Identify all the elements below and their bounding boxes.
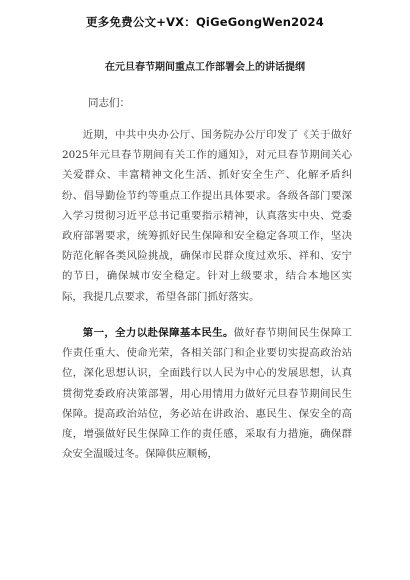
page-header: 更多免费公文+VX：QiGeGongWen2024 bbox=[86, 15, 324, 29]
document-title: 在元旦春节期间重点工作部署会上的讲话提纲 bbox=[105, 62, 305, 73]
paragraph-lead: 第一，全力以赴保障基本民生。 bbox=[82, 327, 234, 339]
paragraph-intro bbox=[62, 125, 352, 307]
salutation: 同志们： bbox=[88, 97, 130, 109]
paragraph-point-one bbox=[62, 323, 352, 464]
paragraph-text: 做好春节期间民生保障工作责任重大、使命光荣，各相关部门和企业要切实提高政治站位，深化思想认识，全面践行以人民为中心的发展思想，认真贯彻党委政府决策部署，用心用情用力做好元旦春节期间民生保障。提高政治站位，务必站在讲政治、惠民生、保安全的高度，增强做好民生保障工作的责任感，采取有力措施，确保群众安全温暖过冬。保障供应顺畅， bbox=[62, 327, 353, 461]
paragraph-text: 近期，中共中央办公厅、国务院办公厅印发了《关于做好2025年元旦春节期间有关工作的通知》，对元旦春节期间关心关爱群众、丰富精神文化生活、抓好安全生产、化解矛盾纠纷、倡导勤俭节约等重点工作提出具体要求。各级各部门要深入学习贯彻习近平总书记重要指示精神，认真落实中央、党委政府部署要求，统筹抓好民生保障和安全稳定各项工作，坚决防范化解各类风险挑战，确保市民群众度过欢乐、祥和、安宁的节日，确保城市安全稳定。针对上级要求，结合本地区实际，我提几点要求，希望各部门抓好落实。 bbox=[62, 129, 352, 303]
